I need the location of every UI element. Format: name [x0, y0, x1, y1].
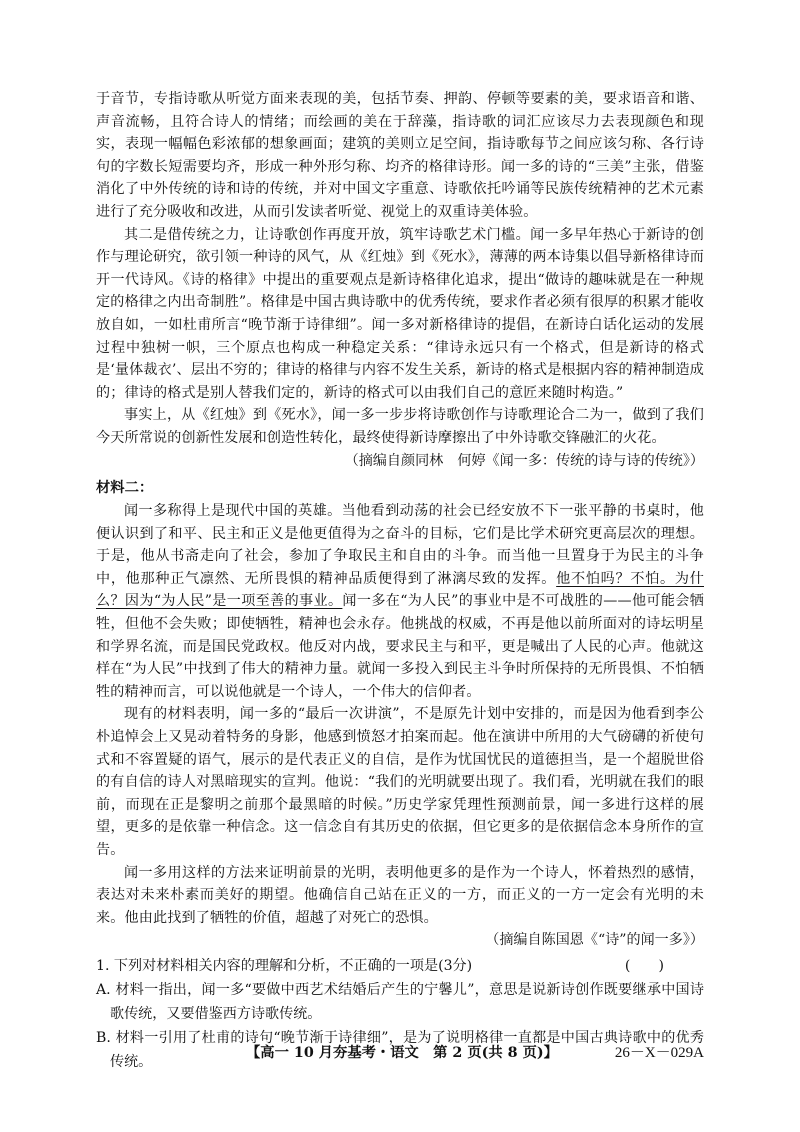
- footer-title: 【高一 10 月夯基考・语文 第 2 页(共 8 页)】: [246, 1045, 558, 1061]
- question-1-text: 1. 下列对材料相关内容的理解和分析，不正确的一项是(3分): [96, 957, 473, 974]
- material1-source: （摘编自颜同林 何婷《闻一多：传统的诗与诗的传统》）: [344, 452, 704, 469]
- material2-paragraph-1-part-b: 闻一多在“为人民”的事业中是不可战胜的——他可能会牺牲，但他不会失败；即使牺牲，精神也会永存。他挑战的权威，不再是他以前所面对的诗坛明星和学界名流，而是国民党政权。他反对内战，要求民主与和平，更是喊出了人民的心声。他就这样在“为人民”中找到了伟大的精神力量。就闻一多投入到民主斗争时所保持的无所畏惧、不怕牺牲的精神而言，可以说他就是一个诗人，一个伟大的信仰者。: [96, 593, 705, 700]
- material2-paragraph-2: 现有的材料表明，闻一多的“最后一次讲演”，不是原先计划中安排的，而是因为他看到李公朴追悼会上又晃动着特务的身影，他感到愤怒才拍案而起。他在演讲中所用的大气磅礴的祈使句式和不容置疑的语气，展示的是代表正义的自信，是作为忧国忧民的道德担当，是一个超脱世俗的有自信的诗人对黑暗现实的宣判。他说：“我们的光明就要出现了。我们看，光明就在我们的眼前，而现在正是黎明之前那个最黑暗的时候。”历史学家凭理性预测前景，闻一多进行这样的展望，更多的是依靠一种信念。这一信念自有其历史的依据，但它更多的是依据信念本身所作的宣告。: [96, 706, 704, 858]
- material2-paragraph-3: 闻一多用这样的方法来证明前景的光明，表明他更多的是作为一个诗人，怀着热烈的感情，表达对未来朴素而美好的期望。他确信自己站在正义的一方，而正义的一方一定会有光明的未来。他由此找到了牺牲的价值，超越了对死亡的恐惧。: [96, 864, 704, 926]
- material2-heading: 材料二：: [96, 480, 154, 497]
- material2-paragraph-1: [96, 500, 704, 703]
- material1-paragraph-3: 事实上，从《红烛》到《死水》，闻一多一步步将诗歌创作与诗歌理论合二为一，做到了我们今天所常说的创新性发展和创造性转化，最终使得新诗摩擦出了中外诗歌交锋融汇的火花。: [96, 407, 704, 446]
- footer-code: 26－X－029A: [614, 1045, 704, 1061]
- underlined-sentence: 他不怕吗？不怕。为什么？因为“为人民”是一项至善的事业。: [96, 570, 704, 610]
- option-a: A. 材料一指出，闻一多“要做中西艺术结婚后产生的宁馨儿”，意思是说新诗创作既要继承中国诗歌传统，又要借鉴西方诗歌传统。: [96, 981, 704, 1022]
- material2-source: （摘编自陈国恩《“诗”的闻一多》）: [485, 932, 704, 949]
- question-1-stem: [96, 954, 704, 978]
- material2-paragraph-1-part-a: 闻一多称得上是现代中国的英雄。当他看到动荡的社会已经安放不下一张平静的书桌时，他便认识到了和平、民主和正义是他更值得为之奋斗的目标，它们是比学术研究更高层次的理想。于是，他从书斋走向了社会，参加了争取民主和自由的斗争。而当他一旦置身于为民主的斗争中，他那种正气凛然、无所畏惧的精神品质便得到了淋漓尽致的发挥。: [96, 503, 704, 587]
- material1-paragraph-2: 其二是借传统之力，让诗歌创作再度开放，筑牢诗歌艺术门槛。闻一多早年热心于新诗的创作与理论研究，欲引领一种诗的风气，从《红烛》到《死水》，薄薄的两本诗集以倡导新格律诗而开一代诗风。《诗的格律》中提出的重要观点是新诗格律化追求，提出“做诗的趣味就是在一种规定的格律之内出奇制胜”。格律是中国古典诗歌中的优秀传统，要求作者必须有很厚的积累才能收放自如，一如杜甫所言“晚节渐于诗律细”。闻一多对新格律诗的提倡，在新诗白话化运动的发展过程中独树一帜，三个原点也构成一种稳定关系：“律诗永远只有一个格式，但是新诗的格式是‘量体裁衣’、层出不穷的；律诗的格律与内容不发生关系，新诗的格式是根据内容的精神制造成的；律诗的格式是别人替我们定的，新诗的格式可以由我们自己的意匠来随时构造。”: [96, 226, 704, 401]
- material1-paragraph-1: 于音节，专指诗歌从听觉方面来表现的美，包括节奏、押韵、停顿等要素的美，要求语音和谐、声音流畅，且符合诗人的情绪；而绘画的美在于辞藻，指诗歌的词汇应该尽力去表现颜色和现实，表现一幅幅色彩浓郁的想象画面；建筑的美则立足空间，指诗歌每节之间应该匀称、各行诗句的字数长短需要均齐，形成一种外形匀称、均齐的格律诗形。闻一多的诗的“三美”主张，借鉴消化了中外传统的诗和诗的传统，并对中国文字重意、诗歌依托吟诵等民族传统精神的艺术元素进行了充分吸收和改进，从而引发读者听觉、视觉上的双重诗美体验。: [96, 91, 704, 220]
- page-footer: [96, 1042, 704, 1064]
- answer-blank: ( ): [624, 957, 664, 974]
- option-b: B. 材料一引用了杜甫的诗句“晚节渐于诗律细”，是为了说明格律一直都是中国古典诗歌中的优秀传统。: [96, 1029, 704, 1070]
